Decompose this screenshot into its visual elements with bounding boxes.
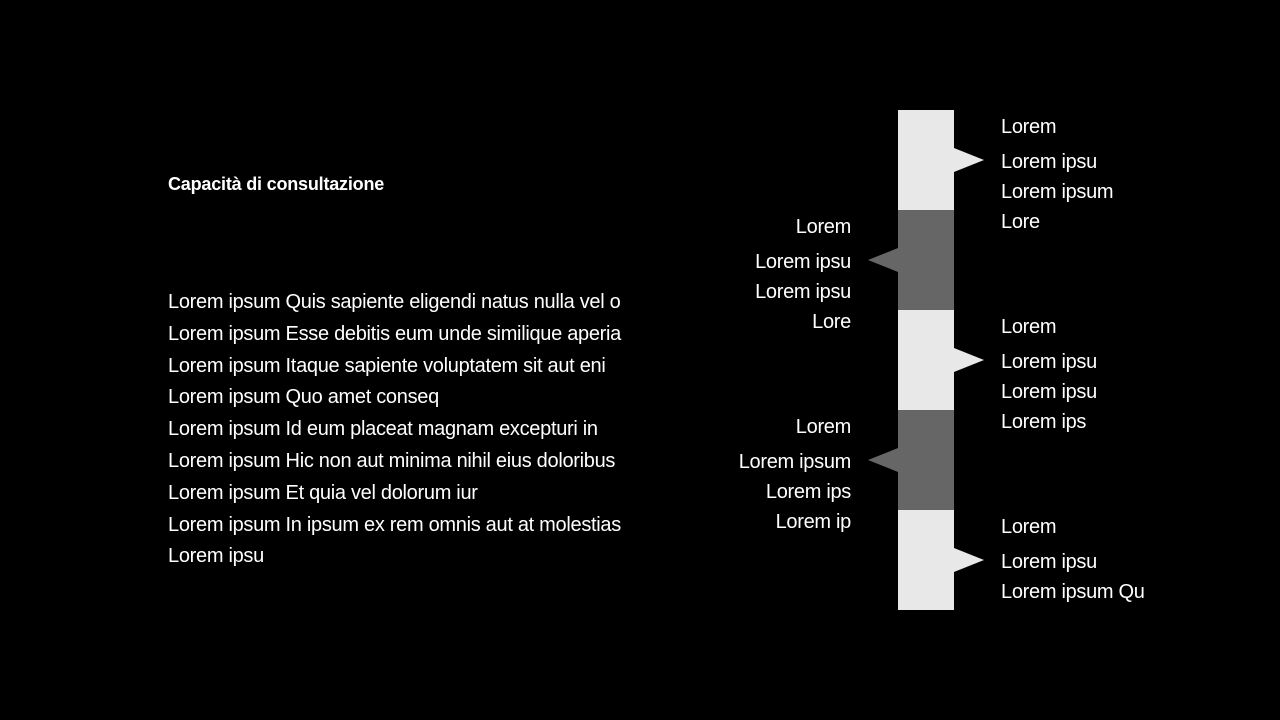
timeline-label: Lorem ipsu [1001,381,1097,403]
body-line: Lorem ipsum Quis sapiente eligendi natus nulla vel o [168,291,621,313]
pointer-arrow-icon [954,348,984,372]
timeline-segment-4 [898,410,954,510]
pointer-arrow-icon [954,548,984,572]
timeline-label: Lorem ips [1001,411,1087,433]
body-line: Lorem ipsum Quo amet conseq [168,386,439,409]
timeline-label: Lorem [1001,516,1057,538]
timeline-segment-2 [898,210,954,310]
timeline-segment-1 [898,110,954,210]
timeline-label: Lorem ipsu [1001,551,1097,573]
body-line: Lorem ipsum Esse debitis eum unde similique aperia [168,322,622,345]
slide-title: Capacità di consultazione [168,174,385,194]
body-line: Lorem ipsum In ipsum ex rem omnis aut at molestias [168,513,621,536]
timeline-label: Lore [1001,211,1040,233]
body-line: Lorem ipsum Id eum placeat magnam excepturi in [168,418,598,441]
timeline-segment-3 [898,310,954,410]
timeline-label: Lorem ipsum [738,451,851,473]
timeline-label: Lorem [1001,116,1057,138]
timeline-label-group-3 [1001,313,1097,437]
timeline-label: Lore [812,311,851,333]
pointer-arrow-icon [954,148,984,172]
timeline-label-group-5 [1001,513,1145,607]
body-line: Lorem ipsu [168,545,264,568]
timeline-label: Lorem ipsu [755,251,851,273]
timeline-label: Lorem [795,216,851,238]
timeline-label-group-4 [739,413,851,537]
timeline-label: Lorem ips [765,481,851,503]
timeline-label: Lorem ipsum [1001,181,1114,203]
timeline-label-group-2 [755,213,851,337]
timeline-label: Lorem [795,416,851,438]
body-line: Lorem ipsum Itaque sapiente voluptatem sit aut eni [168,354,606,377]
timeline-label: Lorem ipsu [755,281,851,303]
timeline-label: Lorem [1001,316,1057,338]
pointer-arrow-icon [868,248,898,272]
timeline-label: Lorem ip [775,511,851,533]
body-line: Lorem ipsum Hic non aut minima nihil eius doloribus [168,449,616,472]
timeline-label: Lorem ipsum Qu [1001,581,1145,603]
timeline-label: Lorem ipsu [1001,151,1097,173]
pointer-arrow-icon [868,448,898,472]
timeline-segment-5 [898,510,954,610]
timeline-label-group-1 [1001,113,1113,237]
body-line: Lorem ipsum Et quia vel dolorum iur [168,481,478,504]
timeline-label: Lorem ipsu [1001,351,1097,373]
